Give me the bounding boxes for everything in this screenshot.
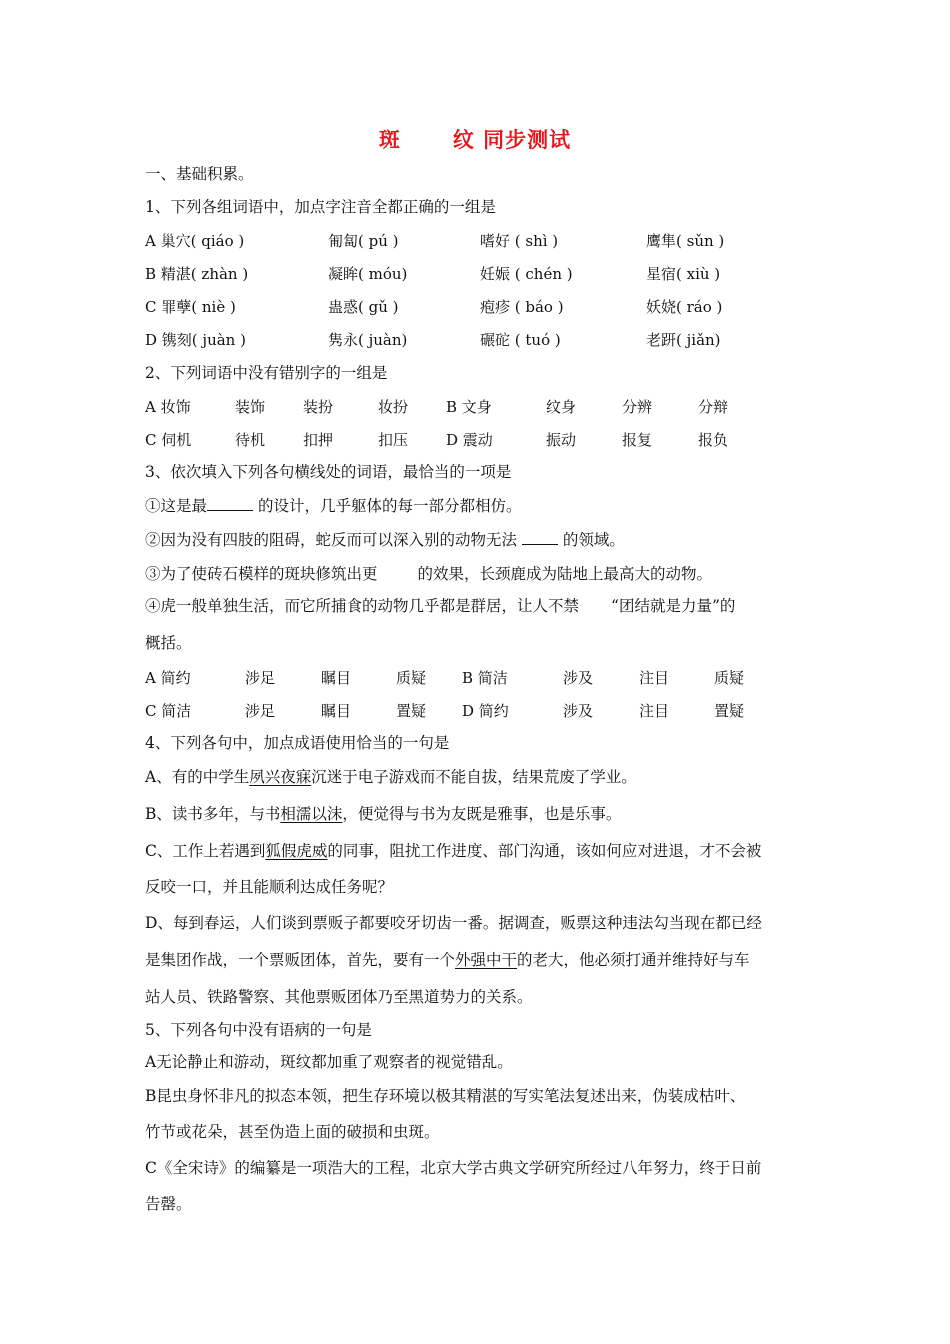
title-char: 斑	[378, 128, 401, 152]
q1-row-b	[145, 263, 795, 283]
q2-row-2	[145, 429, 795, 449]
q3-option: 置疑	[714, 702, 745, 720]
q3-option: 涉及	[563, 669, 594, 687]
q3-sentence-1	[145, 496, 521, 516]
q4-option-c	[145, 841, 761, 861]
q2-stem: 2、下列词语中没有错别字的一组是	[145, 364, 388, 382]
q3-sentence-4	[145, 596, 735, 616]
q2-word: 纹身	[546, 398, 577, 416]
q3-option: 瞩目	[321, 702, 352, 720]
q2-word: 报负	[698, 431, 729, 449]
q3-text: “团结就是力量”的	[611, 597, 736, 615]
idiom: 相濡以沫	[280, 805, 343, 823]
q4-text: 沉迷于电子游戏而不能自拔，结果荒废了学业。	[311, 768, 637, 786]
q2-word: 妆扮	[378, 398, 409, 416]
q2-word: 装扮	[303, 398, 334, 416]
q1-option: A 巢穴( qiáo )	[145, 232, 245, 250]
q3-text: ②因为没有四肢的阻碍，蛇反而可以深入别的动物无法	[145, 531, 522, 549]
q3-option: 涉足	[245, 702, 276, 720]
q1-option: 碾砣 ( tuó )	[480, 331, 561, 349]
q2-word: 扣压	[378, 431, 409, 449]
q4-option-a	[145, 767, 637, 787]
q4-stem: 4、下列各句中，加点成语使用恰当的一句是	[145, 734, 450, 752]
q1-option: 妖娆( ráo )	[646, 298, 723, 316]
q3-option: 涉足	[245, 669, 276, 687]
q4-option-b	[145, 804, 621, 824]
q2-word: 分辩	[698, 398, 729, 416]
q1-option: B 精湛( zhàn )	[145, 265, 249, 283]
q3-option: C 简洁	[145, 702, 192, 720]
q1-option: 老趼( jiǎn)	[646, 331, 721, 349]
page-title	[0, 124, 950, 154]
q3-option: 质疑	[714, 669, 745, 687]
q3-option: 置疑	[396, 702, 427, 720]
q1-option: D 镌刻( juàn )	[145, 331, 246, 349]
q3-sentence-2	[145, 530, 625, 550]
q3-option: A 简约	[145, 669, 191, 687]
q5-option-c-cont: 告罄。	[145, 1195, 192, 1213]
q4-text: 的老大，他必须打通并维持好与车	[517, 951, 750, 969]
q4-text: ，便觉得与书为友既是雅事，也是乐事。	[342, 805, 622, 823]
idiom: 狐假虎威	[265, 842, 328, 860]
q2-word: C 伺机	[145, 431, 192, 449]
q1-stem: 1、下列各组词语中，加点字注音全都正确的一组是	[145, 198, 496, 216]
q5-stem: 5、下列各句中没有语病的一句是	[145, 1021, 372, 1039]
q3-text: ①这是最	[145, 497, 208, 515]
fill-blank	[522, 530, 558, 545]
q3-text: 的设计，几乎躯体的每一部分都相仿。	[253, 497, 522, 515]
q1-option: C 罪孽( niè )	[145, 298, 236, 316]
q4-option-d: D、每到春运，人们谈到票贩子都要咬牙切齿一番。据调查，贩票这种违法勾当现在都已经	[145, 914, 762, 932]
q1-row-d	[145, 329, 795, 349]
q2-row-1	[145, 396, 795, 416]
q3-option: B 简洁	[462, 669, 508, 687]
q5-option-b-cont: 竹节或花朵，甚至伪造上面的破损和虫斑。	[145, 1123, 440, 1141]
q4-text: A、有的中学生	[145, 768, 250, 786]
q1-option: 疱疹 ( báo )	[480, 298, 564, 316]
q2-word: D 震动	[446, 431, 493, 449]
q3-text: ④虎一般单独生活，而它所捕食的动物几乎都是群居，让人不禁	[145, 597, 580, 615]
q3-option: 注目	[639, 702, 670, 720]
q1-row-c	[145, 296, 795, 316]
q1-option: 嗜好 ( shì )	[480, 232, 559, 250]
q2-word: 装饰	[235, 398, 266, 416]
q3-stem: 3、依次填入下列各句横线处的词语，最恰当的一项是	[145, 463, 512, 481]
section-heading: 一、基础积累。	[145, 165, 254, 183]
q4-text: C、工作上若遇到	[145, 842, 266, 860]
q3-text: 的效果，长颈鹿成为陆地上最高大的动物。	[417, 565, 713, 583]
q1-option: 星宿( xiù )	[646, 265, 721, 283]
q2-word: B 文身	[446, 398, 492, 416]
q5-option-c: C《全宋诗》的编纂是一项浩大的工程，北京大学古典文学研究所经过八年努力，终于日前	[145, 1159, 762, 1177]
idiom: 夙兴夜寐	[249, 768, 312, 786]
q4-option-d-cont	[145, 950, 750, 970]
q3-option: D 简约	[462, 702, 509, 720]
fill-blank	[207, 496, 253, 511]
q5-option-b: B昆虫身怀非凡的拟态本领，把生存环境以极其精湛的写实笔法复述出来，伪装成枯叶、	[145, 1087, 746, 1105]
q1-row-a	[145, 230, 795, 250]
q1-option: 妊娠 ( chén )	[480, 265, 573, 283]
q3-option: 瞩目	[321, 669, 352, 687]
q3-row-1	[145, 667, 795, 687]
q2-word: 振动	[546, 431, 577, 449]
q4-text: 的同事，阻扰工作进度、部门沟通，该如何应对进退，才不会被	[327, 842, 762, 860]
q1-option: 凝眸( móu)	[328, 265, 408, 283]
title-rest: 纹 同步测试	[452, 128, 572, 152]
q1-option: 隽永( juàn)	[328, 331, 408, 349]
q2-word: 分辨	[622, 398, 653, 416]
q2-word: 报复	[622, 431, 653, 449]
q1-option: 匍匐( pú )	[328, 232, 399, 250]
q3-text: ③为了使砖石模样的斑块修筑出更	[145, 565, 378, 583]
q3-row-2	[145, 700, 795, 720]
q3-sentence-4-cont: 概括。	[145, 634, 192, 652]
q2-word: A 妆饰	[145, 398, 191, 416]
q4-text: 是集团作战，一个票贩团体，首先，要有一个	[145, 951, 456, 969]
q3-option: 质疑	[396, 669, 427, 687]
q3-option: 涉及	[563, 702, 594, 720]
q1-option: 蛊惑( gǔ )	[328, 298, 399, 316]
q4-option-c-cont: 反咬一口，并且能顺利达成任务呢？	[145, 878, 394, 896]
q3-text: 的领域。	[557, 531, 625, 549]
idiom: 外强中干	[455, 951, 518, 969]
q4-text: B、读书多年，与书	[145, 805, 281, 823]
q3-sentence-3	[145, 564, 712, 584]
q1-option: 鹰隼( sǔn )	[646, 232, 725, 250]
q3-option: 注目	[639, 669, 670, 687]
q2-word: 扣押	[303, 431, 334, 449]
q4-option-d-cont2: 站人员、铁路警察、其他票贩团体乃至黑道势力的关系。	[145, 988, 533, 1006]
q5-option-a: A无论静止和游动，斑纹都加重了观察者的视觉错乱。	[145, 1053, 513, 1071]
q2-word: 待机	[235, 431, 266, 449]
